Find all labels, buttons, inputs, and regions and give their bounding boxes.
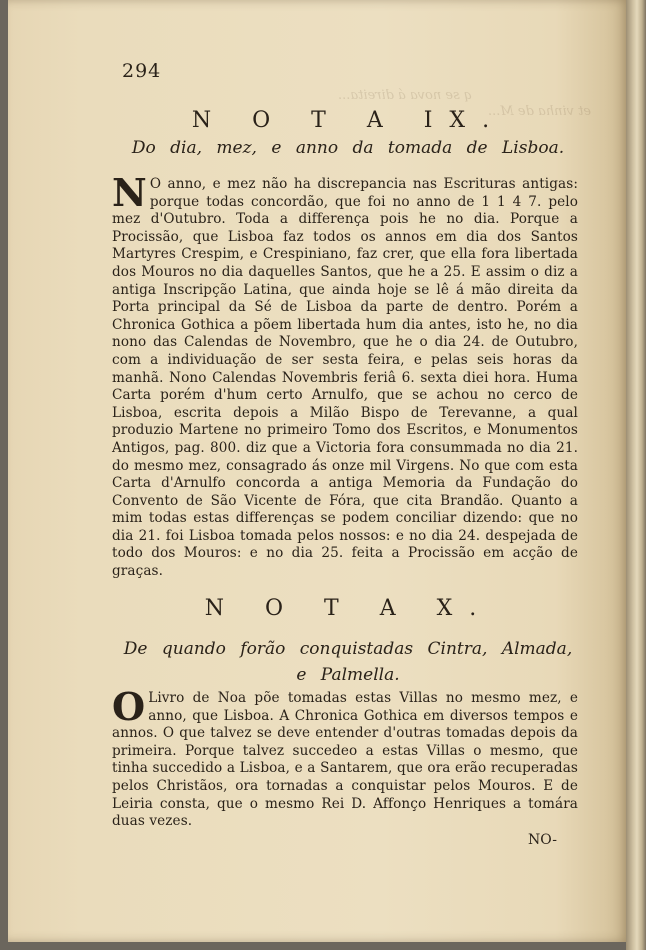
book-page — [8, 0, 630, 942]
book-spine — [626, 0, 646, 950]
catchword: NO- — [528, 832, 557, 848]
section-subtitle: Do dia, mez, e anno da tomada de Lisboa. — [131, 138, 565, 158]
body-paragraph: O anno, e mez não ha discrepancia nas Escrituras antigas: porque todas concordão, que foi no anno de 1 1 4 7. pelo mez d'Outubro. Toda a differença pois he no dia. Porque a Procissão, que Lisboa faz todos os annos em dia dos Santos Martyres Crespim, e Crespiniano, faz crer, que ella fora libertada dos Mouros no dia daquelles Santos, que he a 25. E assim o diz a antiga Inscripção Latina, que ainda hoje se lê á mão direita da Porta principal da Sé de Lisboa da parte de dentro. Porém a Chronica Gothica a põem libertada hum dia antes, isto he, no dia nono das Calendas de Novembro, que he o dia 24. de Outubro, com a individuação de ser sesta feira, e pelas seis horas da manhã. Nono Calendas Novembris feriâ 6. sexta diei hora. Huma Carta porém d'hum certo Arnulfo, que se achou no cerco de Lisboa, escrita depois a Milão Bispo de Terevanne, a qual produzio Martene no primeiro Tomo dos Escritos, e Monumentos Antigos, pag. 800. diz que a Victoria fora consummada no dia 21. do mesmo mez, consagrado ás onze mil Virgens. No que com esta Carta d'Arnulfo concorda a antiga Memoria da Fundação do Convento de São Vicente de Fóra, que cita Brandão. Quanto a mim todas estas differenças se podem conciliar dizendo: que no dia 21. foi Lisboa tomada pelos nossos: e no dia 24. despejada de todo dos Mouros: e no dia 25. feita a Procissão em acção de graças. — [112, 176, 578, 580]
section-heading: N O T A X. — [204, 596, 494, 621]
section-heading: N O T A IX. — [191, 108, 507, 133]
page-content — [8, 0, 630, 942]
drop-cap: N — [112, 170, 147, 215]
section-body — [112, 170, 578, 581]
show-through-text: q se nova á direita... — [338, 88, 473, 103]
show-through-text: et vinha de M... — [488, 104, 592, 119]
section-subtitle: De quando forão conquistadas Cintra, Almada, e Palmella. — [123, 639, 573, 685]
page-number: 294 — [122, 60, 162, 82]
body-paragraph: Livro de Noa põe tomadas estas Villas no mesmo mez, e anno, que Lisboa. A Chronica Gothica em diversos tempos e annos. O que talvez se deve entender d'outras tomadas depois da primeira. Porque talvez succedeo a estas Villas o mesmo, que tinha succedido a Lisboa, e a Santarem, que ora erão recuperadas pelos Christãos, ora tornadas a conquistar pelos Mouros. E de Leiria consta, que o mesmo Rei D. Affonço Henriques a tomára duas vezes. — [112, 690, 578, 830]
drop-cap: O — [112, 684, 146, 729]
section-body — [112, 684, 578, 831]
